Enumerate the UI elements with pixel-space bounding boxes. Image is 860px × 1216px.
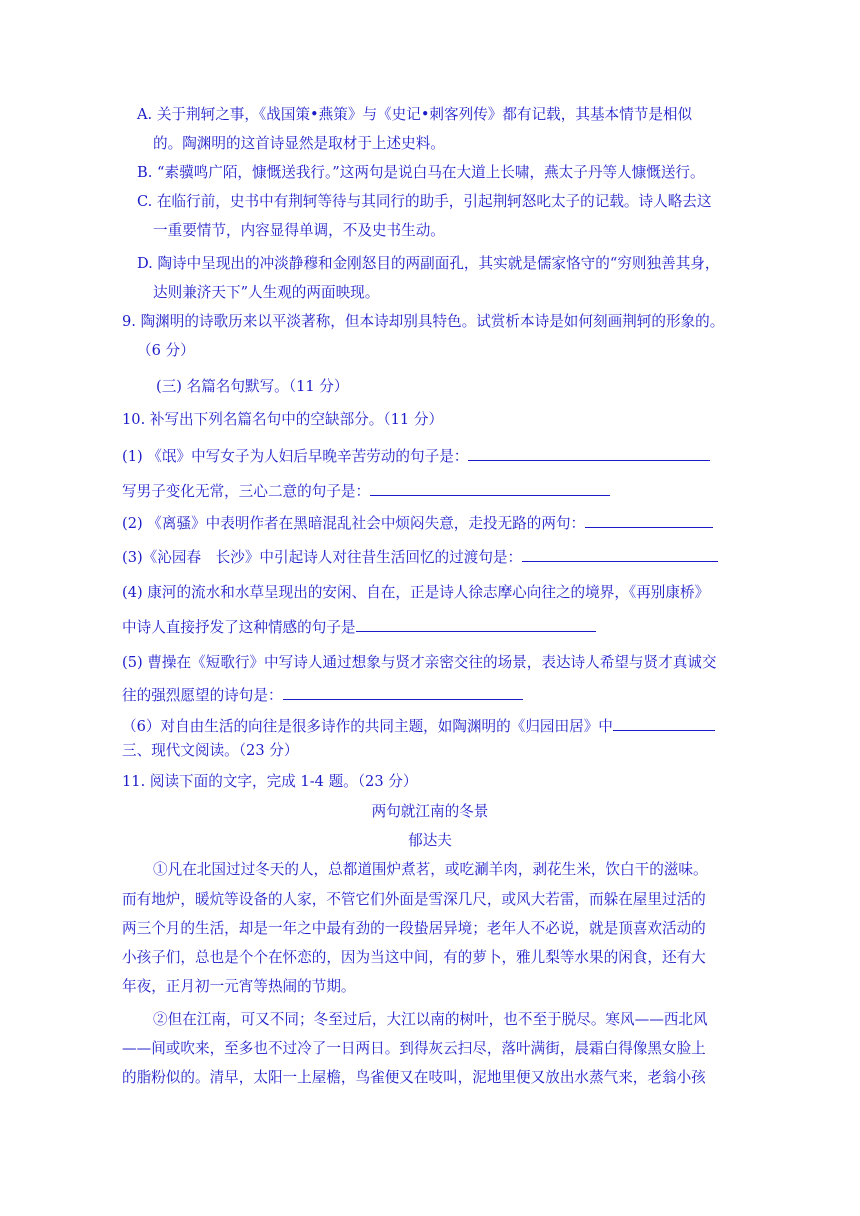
option-c-line1: C. 在临行前，史书中有荆轲等待与其同行的助手，引起荆轲怒叱太子的记载。诗人略去这 [137,193,712,210]
answer-blank[interactable] [585,513,713,528]
item-1-line1 [122,446,710,467]
answer-blank[interactable] [468,446,710,461]
section-3-heading: (三) 名篇名句默写。（11 分） [156,378,349,395]
question-10-title: 10. 补写出下列名篇名句中的空缺部分。（11 分） [122,411,444,428]
item-2 [122,513,713,534]
item-1-line2 [122,481,610,502]
item-5b-text: 往的强烈愿望的诗句是： [122,687,283,704]
paragraph-2-line3: 的脂粉似的。清早，太阳一上屋檐，鸟雀便又在吱叫，泥地里便又放出水蒸气来，老翁小孩 [122,1069,706,1086]
item-5-line1: (5) 曹操在《短歌行》中写诗人通过想象与贤才亲密交往的场景，表达诗人希望与贤才真诚交 [122,654,717,671]
answer-blank[interactable] [356,617,596,632]
option-b-line1: B. “素骥鸣广陌，慷慨送我行。”这两句是说白马在大道上长啸，燕太子丹等人慷慨送行。 [137,164,705,181]
part-3-heading: 三、现代文阅读。（23 分） [122,742,299,759]
item-1b-text: 写男子变化无常，三心二意的句子是： [122,483,371,500]
paragraph-1-line4: 小孩子们，总也是个个在怀恋的，因为当这中间，有的萝卜，雅儿梨等水果的闲食，还有大 [122,949,706,966]
option-d-line2: 达则兼济天下”人生观的两面映现。 [153,284,380,301]
option-a-line1: A. 关于荆轲之事，《战国策•燕策》与《史记•刺客列传》都有记载，其基本情节是相似 [137,106,693,123]
answer-blank[interactable] [370,481,610,496]
paragraph-1-line1: ①凡在北国过过冬天的人，总都道围炉煮茗，或吃涮羊肉，剥花生米，饮白干的滋味。 [153,861,708,878]
option-a-line2: 的。陶渊明的这首诗显然是取材于上述史料。 [153,135,445,152]
option-d-line1: D. 陶诗中呈现出的冲淡静穆和金刚怒目的两副面孔，其实就是儒家恪守的“穷则独善其身， [137,255,720,272]
item-1-text: (1) 《氓》中写女子为人妇后早晚辛苦劳动的句子是： [122,448,469,465]
item-3 [122,547,718,568]
paragraph-1-line3: 两三个月的生活，却是一年之中最有劲的一段蛰居异境；老年人不必说，就是顶喜欢活动的 [122,920,706,937]
answer-blank[interactable] [522,547,718,562]
item-2-text: (2) 《离骚》中表明作者在黑暗混乱社会中烦闷失意，走投无路的两句： [122,515,586,532]
paragraph-1-line5: 年夜，正月初一元宵等热闹的节期。 [122,978,356,995]
paragraph-2-line2: ——间或吹来，至多也不过冷了一日两日。到得灰云扫尽，落叶满街，晨霜白得像黑女脸上 [122,1040,706,1057]
item-5-line2 [122,685,523,706]
item-6 [122,716,715,737]
item-6-text: （6）对自由生活的向往是很多诗作的共同主题，如陶渊明的《归园田居》中 [122,718,613,735]
paragraph-2-line1: ②但在江南，可又不同；冬至过后，大江以南的树叶，也不至于脱尽。寒风——西北风 [153,1011,708,1028]
question-9-line1: 9. 陶渊明的诗歌历来以平淡著称，但本诗却别具特色。试赏析本诗是如何刻画荆轲的形象的。 [122,313,725,330]
answer-blank[interactable] [283,685,523,700]
item-4-line1: (4) 康河的流水和水草呈现出的安闲、自在，正是诗人徐志摩心向往之的境界，《再别康桥》 [122,584,710,601]
question-9-line2: （6 分） [137,342,195,359]
article-title: 两句就江南的冬景 [371,803,489,820]
item-3-text: (3)《沁园春 长沙》中引起诗人对往昔生活回忆的过渡句是： [122,549,523,566]
article-author: 郁达夫 [408,832,452,849]
answer-blank[interactable] [613,716,715,731]
paragraph-1-line2: 而有地炉，暖炕等设备的人家，不管它们外面是雪深几尺，或风大若雷，而躲在屋里过活的 [122,891,706,908]
question-11-title: 11. 阅读下面的文字，完成 1-4 题。（23 分） [122,773,418,790]
item-4-line2 [122,617,596,638]
option-c-line2: 一重要情节，内容显得单调，不及史书生动。 [153,222,445,239]
item-4b-text: 中诗人直接抒发了这种情感的句子是 [122,619,356,636]
